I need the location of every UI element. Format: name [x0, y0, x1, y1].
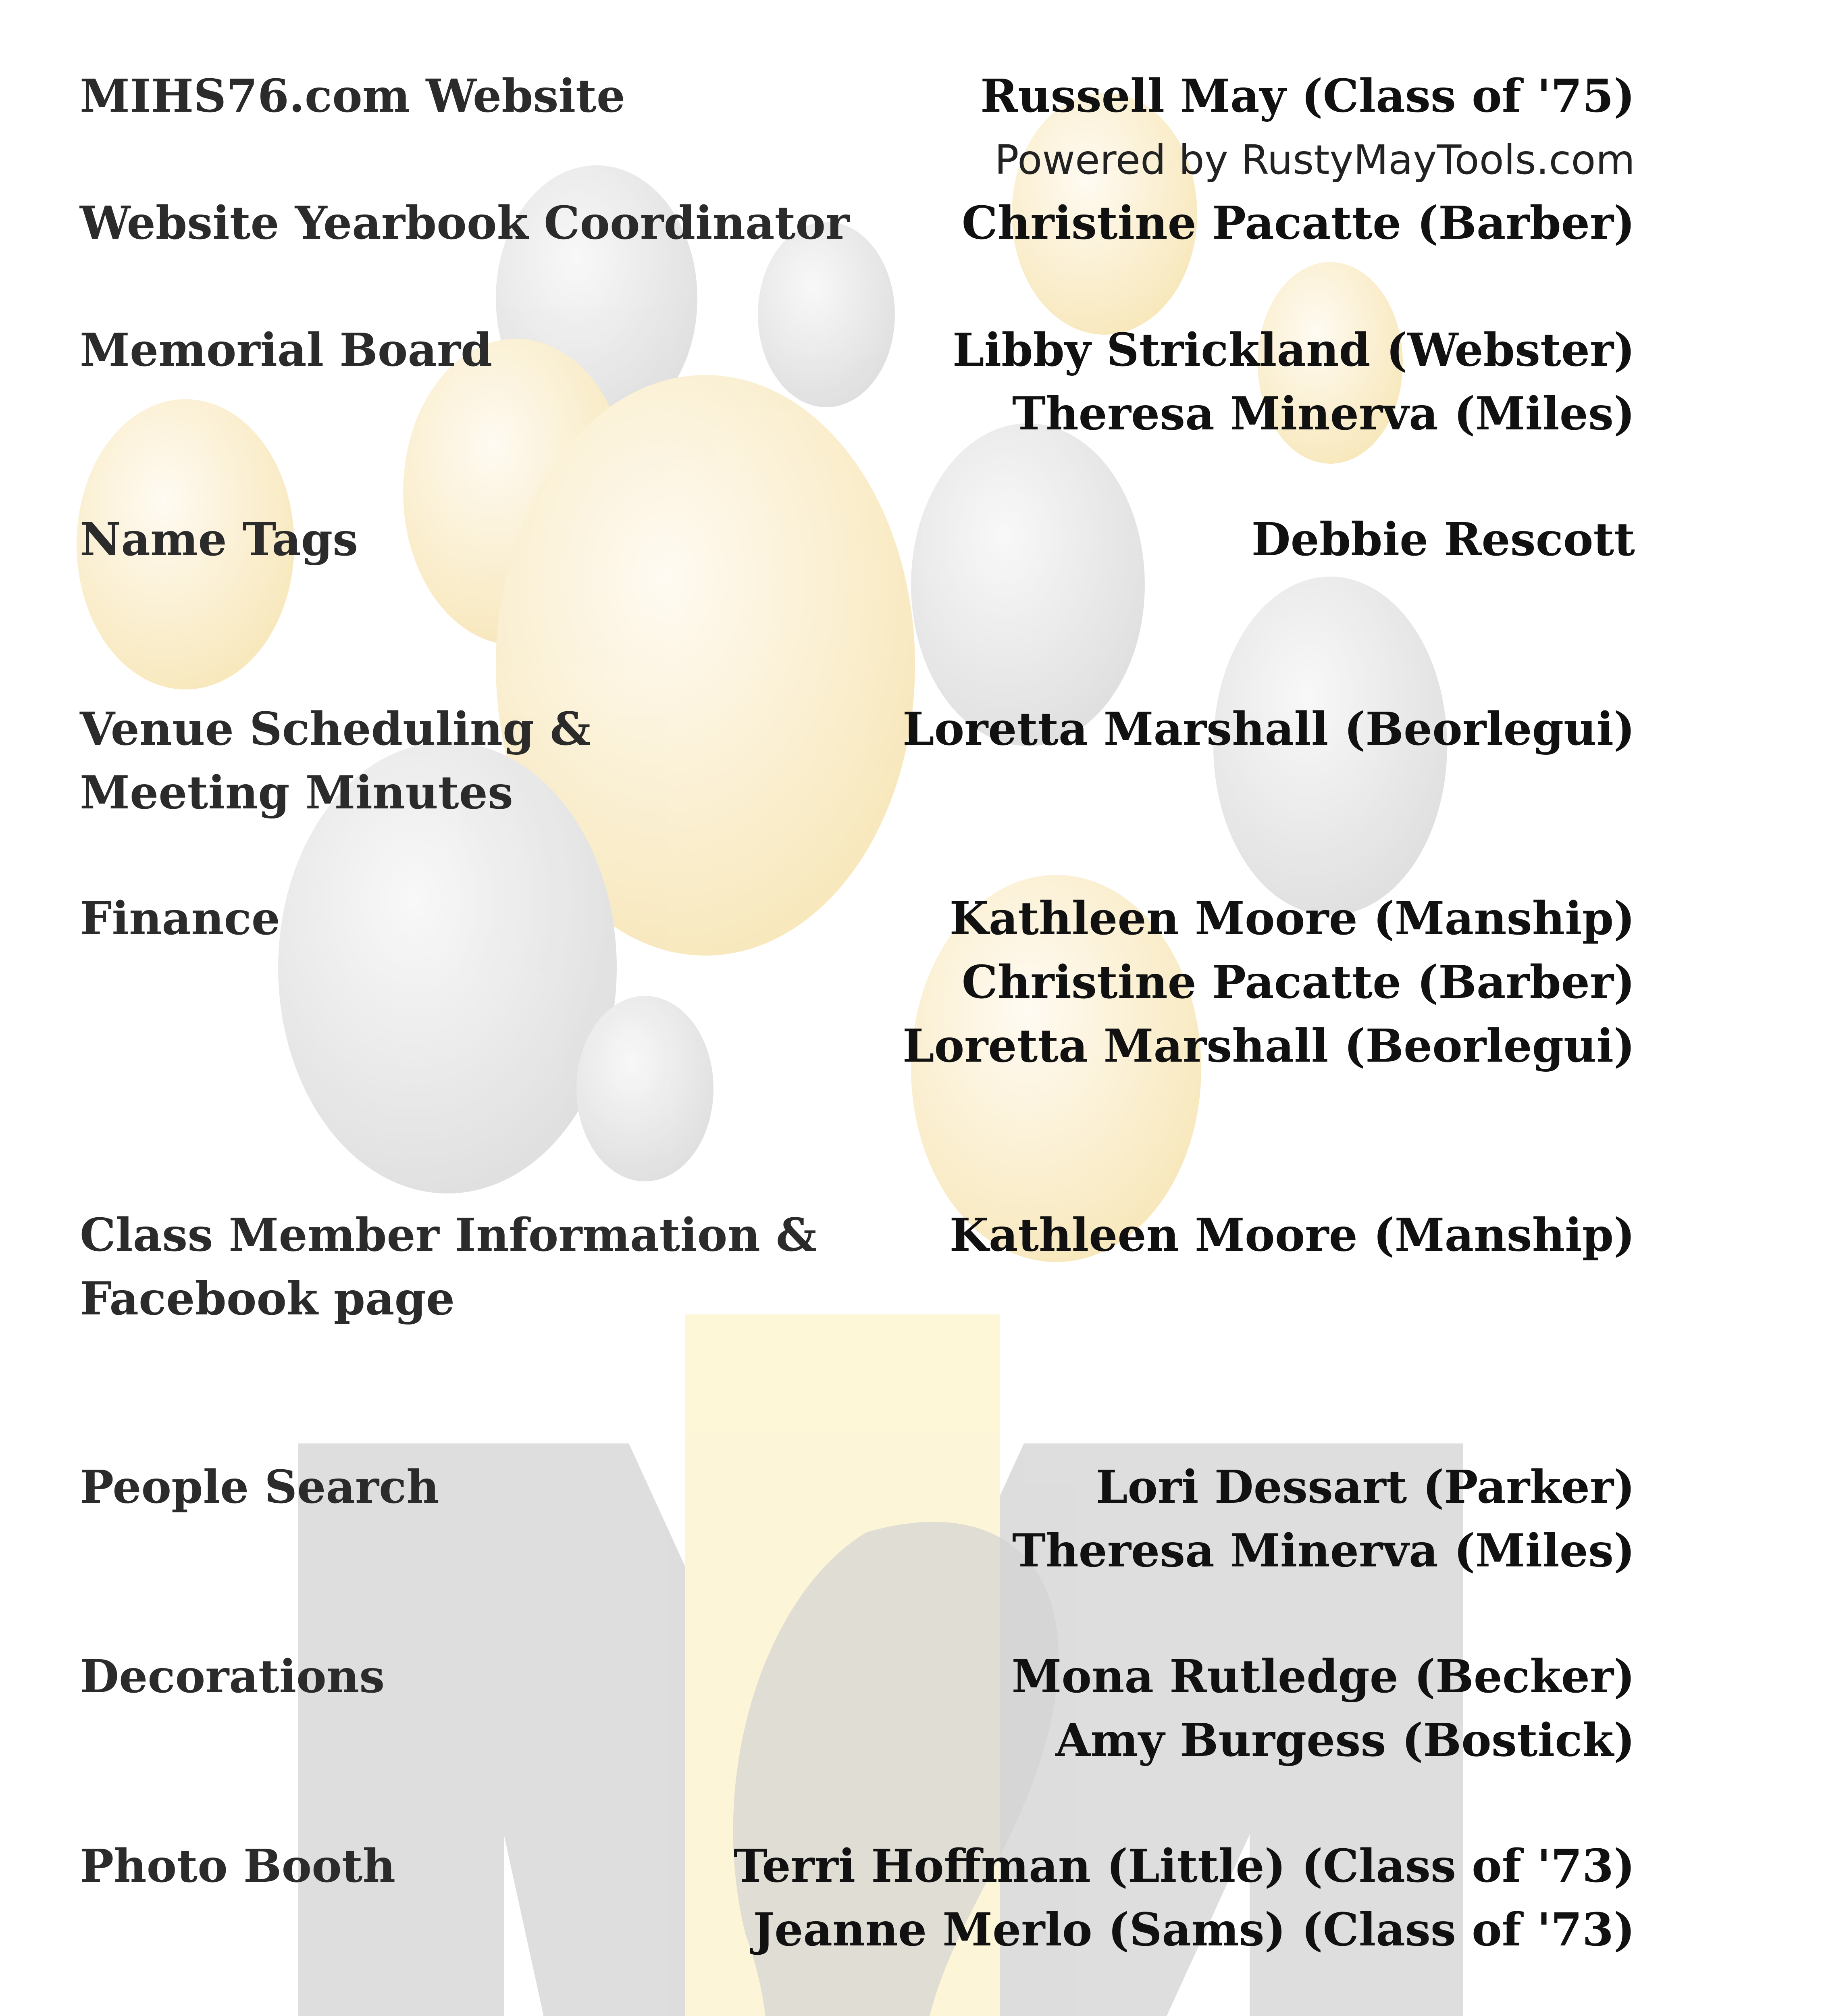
member-name: Russell May (Class of '75) — [980, 70, 1635, 123]
member-names — [953, 319, 1635, 446]
member-name: Lori Dessart (Parker) — [1096, 1461, 1635, 1514]
member-names — [903, 698, 1635, 761]
member-names — [980, 65, 1635, 192]
member-names — [734, 1835, 1635, 1962]
role-label: MIHS76.com Website — [80, 70, 626, 123]
member-name: Loretta Marshall (Beorlegui) — [902, 703, 1635, 756]
member-name: Terri Hoffman (Little) (Class of '73) — [733, 1840, 1635, 1893]
role-label: Class Member Information & Facebook page — [80, 1209, 817, 1325]
member-names — [1012, 1456, 1635, 1583]
member-names — [1251, 508, 1635, 572]
role-label: Venue Scheduling & Meeting Minutes — [80, 703, 591, 819]
member-name: Theresa Minerva (Miles) — [1012, 1524, 1635, 1577]
role-label: Decorations — [80, 1650, 385, 1703]
member-names — [1011, 1645, 1635, 1772]
member-names — [962, 192, 1635, 255]
role-label: Website Yearbook Coordinator — [80, 197, 850, 250]
role-label: Photo Booth — [80, 1840, 396, 1893]
balloons-icon — [77, 93, 1447, 1262]
role-label: Finance — [80, 892, 280, 945]
member-name: Christine Pacatte (Barber) — [961, 956, 1635, 1009]
member-name: Christine Pacatte (Barber) — [961, 197, 1635, 250]
member-name: Amy Burgess (Bostick) — [1055, 1714, 1635, 1767]
member-names — [949, 1204, 1635, 1267]
member-name: Kathleen Moore (Manship) — [949, 892, 1635, 945]
role-label: People Search — [80, 1461, 439, 1514]
role-label: Memorial Board — [80, 324, 493, 377]
member-name: Loretta Marshall (Beorlegui) — [902, 1020, 1635, 1073]
powered-by-link[interactable]: Powered by RustyMayTools.com — [994, 136, 1635, 183]
member-name: Theresa Minerva (Miles) — [1012, 387, 1635, 440]
member-name: Mona Rutledge (Becker) — [1011, 1650, 1635, 1703]
member-name: Jeanne Merlo (Sams) (Class of '73) — [753, 1904, 1635, 1956]
member-name: Libby Strickland (Webster) — [952, 324, 1635, 377]
role-label: Name Tags — [80, 513, 358, 566]
member-name: Kathleen Moore (Manship) — [949, 1209, 1635, 1262]
member-name: Debbie Rescott — [1251, 513, 1635, 566]
member-names — [903, 887, 1635, 1078]
